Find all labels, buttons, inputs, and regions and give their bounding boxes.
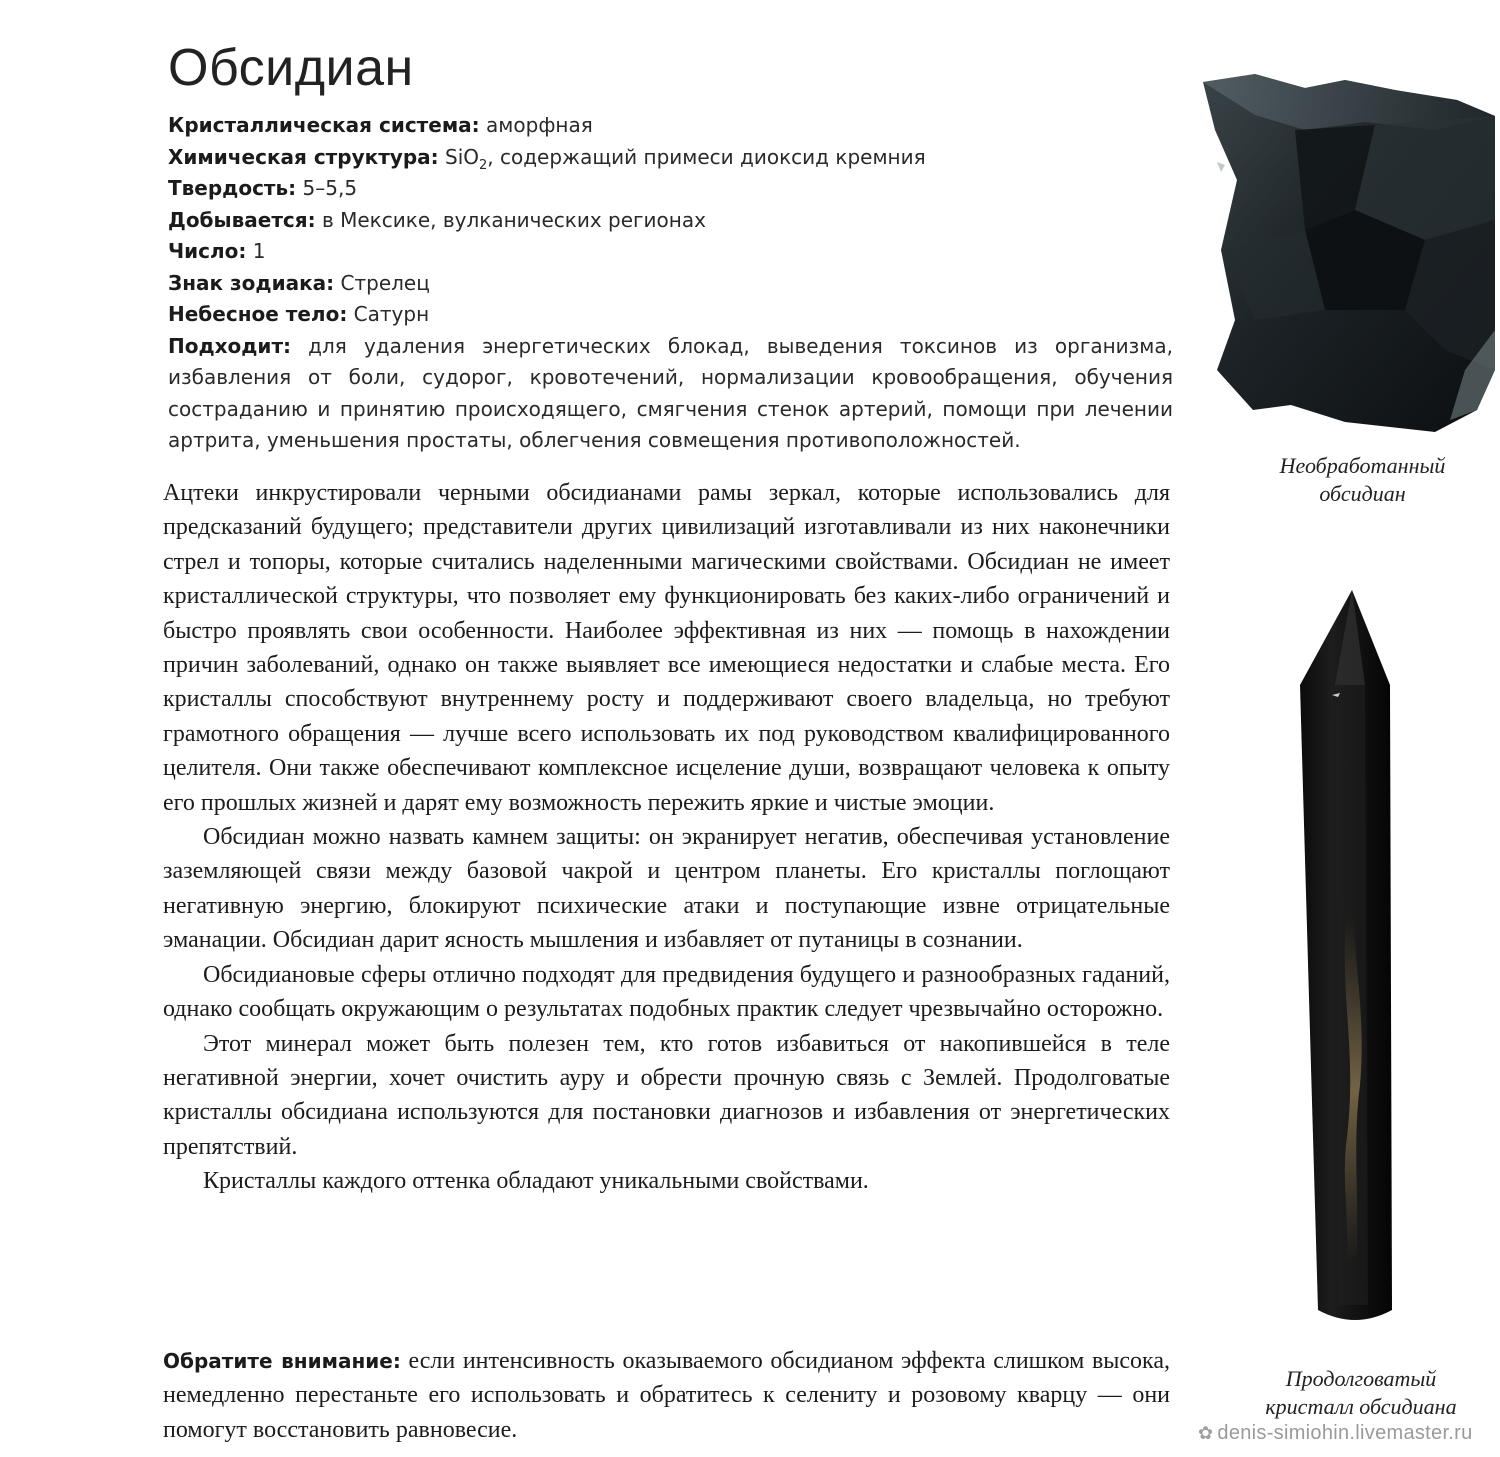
caption-line: обсидиан (1319, 481, 1406, 506)
property-label: Химическая структура: (168, 144, 439, 169)
flower-icon: ✿ (1198, 1423, 1214, 1443)
paragraph: Кристаллы каждого оттенка обладают уникальными свойствами. (203, 1168, 869, 1195)
property-label: Подходит: (168, 333, 292, 358)
property-suitable-for (168, 331, 1173, 457)
property-value: 1 (246, 239, 266, 263)
caption-line: Продолговатый (1285, 1366, 1437, 1391)
note-text: если интенсивность оказываемого обсидианом эффекта слишком высока, немедленно перестаньте его использовать и обратитесь к селениту и розовому кварцу — они помогут восстановить равновесие. (163, 1348, 1171, 1443)
body-text (163, 476, 1170, 1199)
property-zodiac (168, 268, 1173, 300)
property-value: , содержащий примеси диоксид кремния (487, 144, 926, 169)
crystal-caption (1230, 1365, 1492, 1421)
property-value: 5–5,5 (296, 176, 358, 200)
property-origin (168, 205, 1173, 237)
property-label: Твердость: (168, 176, 297, 200)
property-label: Число: (168, 239, 247, 263)
property-value: аморфная (479, 113, 593, 137)
paragraph: Ацтеки инкрустировали черными обсидианами рамы зеркал, которые использовались для предсказаний будущего; представители других цивилизаций изготавливали из них наконечники стрел и топоры, которые считались наделенными магическими свойствами. Обсидиан не имеет кристаллической структуры, что позволяет ему функционировать без каких-либо ограничений и быстро проявлять свои особенности. Наиболее эффективная из них — помощь в нахождении причин заболеваний, однако он также выявляет все имеющиеся недостатки и слабые места. Его кристаллы способствуют внутреннему росту и поддерживают своего владельца, но требуют грамотного обращения — лучше всего использовать их под руководством квалифицированного целителя. Они также обеспечивают комплексное исцеление души, возвращают человека к опыту его прошлых жизней и дарят ему возможность пережить яркие и чистые эмоции. (163, 480, 1170, 816)
property-value-subscript: 2 (479, 157, 488, 173)
paragraph: Обсидиан можно назвать камнем защиты: он экранирует негатив, обеспечивая установление заземляющей связи между базовой чакрой и центром планеты. Его кристаллы поглощают негативную энергию, блокируют психические атаки и поступающие извне отрицательные эманации. Обсидиан дарит ясность мышления и избавляет от путаницы в сознании. (163, 824, 1170, 954)
page-title: Обсидиан (168, 39, 414, 97)
property-label: Добывается: (168, 207, 316, 232)
property-label: Знак зодиака: (168, 270, 335, 295)
note-label: Обратите внимание: (163, 1349, 401, 1373)
watermark (1198, 1422, 1473, 1445)
property-hardness (168, 173, 1173, 205)
watermark-text: denis-simiohin.livemaster.ru (1217, 1422, 1473, 1444)
property-celestial-body (168, 299, 1173, 331)
caption-line: кристалл обсидиана (1265, 1394, 1457, 1419)
property-value: SiO (438, 144, 479, 169)
property-value: в Мексике, вулканических регионах (315, 207, 706, 232)
property-label: Небесное тело: (168, 302, 348, 326)
properties-list (168, 110, 1173, 457)
property-chemical-structure (168, 142, 1173, 174)
raw-obsidian-caption (1250, 452, 1475, 508)
raw-obsidian-image (1195, 70, 1500, 440)
caption-line: Необработанный (1279, 453, 1446, 478)
paragraph: Обсидиановые сферы отлично подходят для предвидения будущего и разнообразных гаданий, однако сообщать окружающим о результатах подобных практик следует чрезвычайно осторожно. (163, 961, 1170, 1023)
paragraph: Этот минерал может быть полезен тем, кто готов избавиться от накопившейся в теле негативной энергии, хочет очистить ауру и обрести прочную связь с Землей. Продолговатые кристаллы обсидиана используются для постановки диагнозов и избавления от энергетических препятствий. (163, 1030, 1170, 1160)
property-value: Сатурн (347, 302, 430, 326)
property-value: Стрелец (334, 270, 430, 295)
property-value: для удаления энергетических блокад, выведения токсинов из организма, избавления от боли, судорог, кровотечений, нормализации кровообращения, обучения состраданию и принятию происходящего, смягчения стенок артерий, помощи при лечении артрита, уменьшения простаты, облегчения совмещения противоположностей. (168, 333, 1173, 452)
property-label: Кристаллическая система: (168, 113, 480, 137)
property-number (168, 236, 1173, 268)
property-crystal-system (168, 110, 1173, 142)
obsidian-crystal-image (1280, 585, 1430, 1330)
attention-note (163, 1344, 1170, 1447)
